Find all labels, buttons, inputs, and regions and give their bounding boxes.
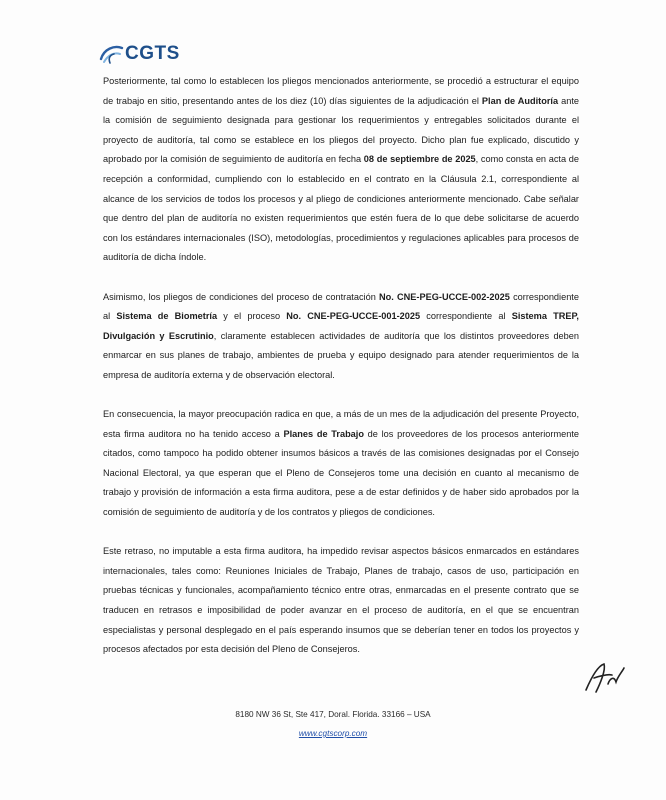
handwritten-signature [578, 658, 628, 698]
paragraph-plan-auditoria [103, 72, 579, 268]
text-run: Asimismo, los pliegos de condiciones del proceso de contratación [103, 291, 380, 302]
footer-address: 8180 NW 36 St, Ste 417, Doral. Florida. 33166 – USA [235, 710, 431, 719]
text-run: Este retraso, no imputable a esta firma auditora, ha impedido revisar aspectos básicos enmarcados en estándares internacionales, tales como: Reuniones Iniciales de Trabajo, Planes de trabajo, casos de uso, participación en pruebas técnicas y funcionales, acompañamiento técnico entre otras, enmarcadas en el presente contrato que se traducen en retrasos e imposibilidad de poder avanzar en el proceso de auditoría, en el que se encuentran especialistas y personal desplegado en el país esperando insumos que se deberían tener en todos los proyectos y procesos afectados por esta decisión del Pleno de Consejeros. [103, 546, 579, 655]
text-run: , como consta en acta de recepción a conformidad, cumpliendo con lo establecido en el contrato en la Cláusula 2.1, correspondiente al alcance de los servicios de todos los procesos y al pliego de condiciones anteriormente mencionado. Cabe señalar que dentro del plan de auditoría no existen requerimientos que estén fuera de lo que debe solicitarse de acuerdo con los estándares internacionales (ISO), metodologías, procedimientos y regulaciones aplicables para procesos de auditoría de dicha índole. [103, 154, 579, 263]
bold-text-run: No. CNE-PEG-UCCE-002-2025 [379, 291, 510, 302]
text-run: y el proceso [217, 311, 287, 322]
logo-wordmark: CGTS [125, 43, 180, 64]
text-run: En consecuencia, la mayor preocupación radica en que, a más de un mes de la adjudicación del presente Proyecto, esta firma auditora no ha tenido acceso a [103, 409, 579, 439]
paragraph-consecuencia [103, 405, 579, 523]
company-logo [98, 43, 180, 65]
text-run: correspondiente al [103, 291, 579, 322]
cgts-swirl-logo-icon [98, 43, 124, 65]
paragraph-pliegos-condiciones [103, 288, 579, 386]
letter-body [103, 72, 579, 679]
bold-text-run: Planes de Trabajo [283, 428, 364, 439]
text-run: ante la comisión de seguimiento designada para gestionar los requerimientos y entregables solicitados durante el proyecto de auditoría, tal como se establece en los pliegos del proyecto. Dicho plan fue explicado, discutido y aprobado por la comisión de seguimiento de auditoría en fecha [103, 95, 579, 165]
bold-text-run: 08 de septiembre de 2025 [363, 154, 476, 165]
text-run: , claramente establecen actividades de auditoría que los distintos proveedores deben enmarcar en sus planes de trabajo, ambientes de prueba y equipo designado para atender requerimientos de la empresa de auditoría externa y de observación electoral. [103, 330, 579, 380]
bold-text-run: Plan de Auditoría [481, 95, 559, 106]
footer-website-link[interactable]: www.cgtscorp.com [298, 729, 368, 738]
text-run: de los proveedores de los procesos anteriormente citados, como tampoco ha podido obtener insumos básicos a través de las comisiones designadas por el Consejo Nacional Electoral, ya que esperan que el Pleno de Consejeros tome una decisión en cuanto al mecanismo de trabajo y provisión de información a esta firma auditora, pese a de estar definidos y de haber sido aprobados por la comisión de seguimiento de auditoría y de los contratos y pliegos de condiciones. [103, 428, 579, 518]
bold-text-run: Sistema de Biometría [116, 311, 218, 322]
text-run: Posteriormente, tal como lo establecen los pliegos mencionados anteriormente, se procedió a estructurar el equipo de trabajo en sitio, presentando antes de los diez (10) días siguientes de la adjudicación el [103, 76, 579, 106]
text-run: correspondiente al [420, 311, 512, 322]
bold-text-run: No. CNE-PEG-UCCE-001-2025 [286, 311, 421, 322]
bold-text-run: Sistema TREP, Divulgación y Escrutinio [103, 311, 579, 341]
paragraph-retraso [103, 542, 579, 660]
